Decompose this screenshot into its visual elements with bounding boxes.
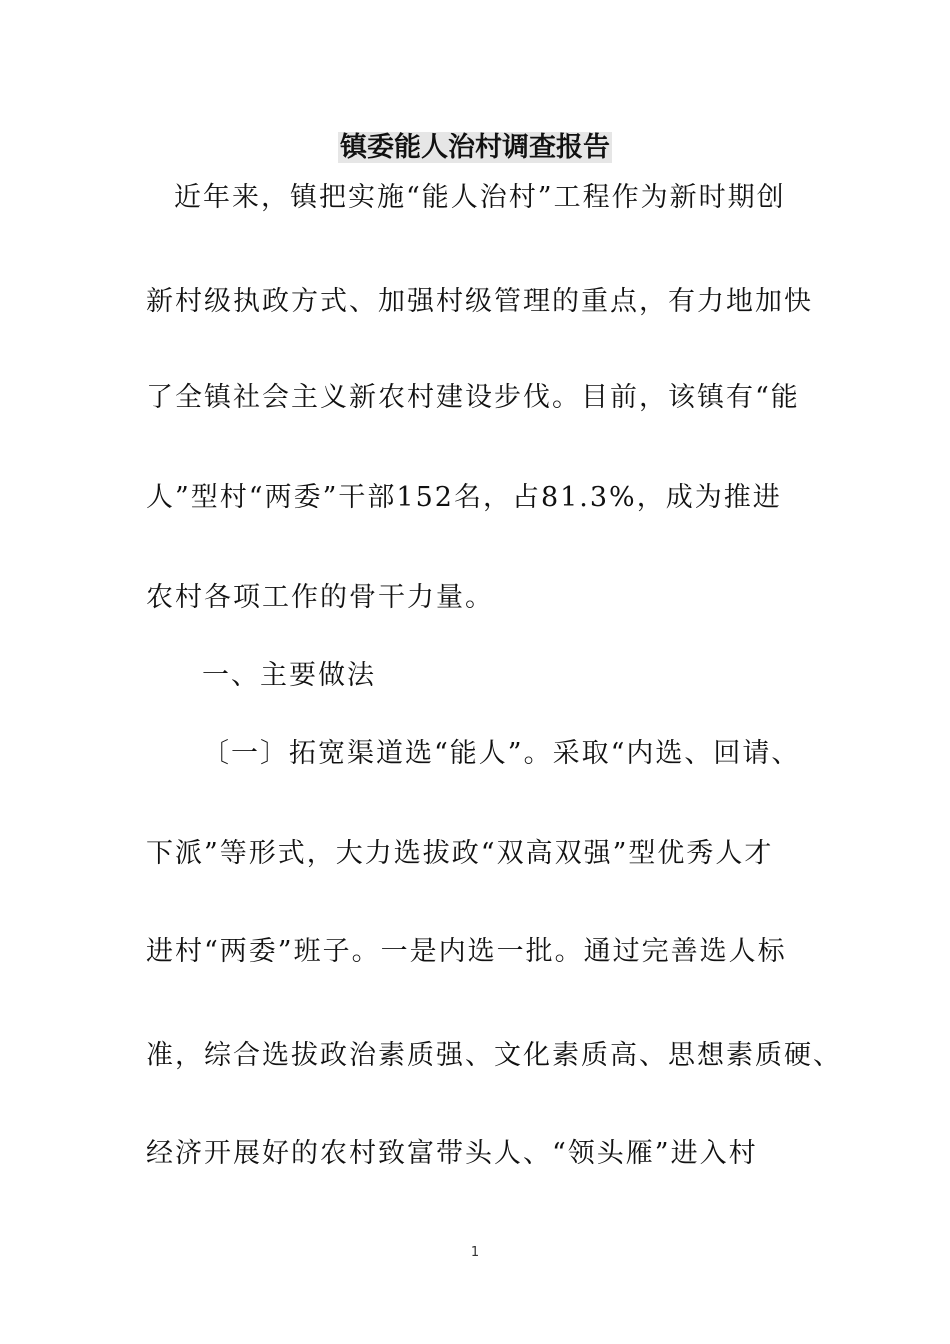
paragraph-line-6: 〔一〕拓宽渠道选“能人”。采取“内选、回请、 (202, 738, 801, 769)
document-title-text: 镇委能人治村调查报告 (340, 132, 610, 163)
paragraph-line-2: 新村级执政方式、加强村级管理的重点，有力地加快 (146, 286, 813, 317)
paragraph-line-4: 人”型村“两委”干部152名，占81.3%，成为推进 (146, 482, 782, 513)
document-title (0, 128, 950, 168)
paragraph-line-8: 进村“两委”班子。一是内选一批。通过完善选人标 (146, 936, 787, 967)
paragraph-line-5: 农村各项工作的骨干力量。 (146, 582, 494, 613)
paragraph-line-7: 下派”等形式，大力选拔政“双高双强”型优秀人才 (146, 838, 774, 869)
paragraph-line-9: 准，综合选拔政治素质强、文化素质高、思想素质硬、 (146, 1040, 842, 1071)
paragraph-line-1: 近年来，镇把实施“能人治村”工程作为新时期创 (174, 182, 786, 213)
paragraph-line-3: 了全镇社会主义新农村建设步伐。目前，该镇有“能 (146, 382, 800, 413)
page-number: 1 (470, 1245, 480, 1260)
section-heading: 一、主要做法 (202, 660, 376, 691)
paragraph-line-10: 经济开展好的农村致富带头人、“领头雁”进入村 (146, 1138, 758, 1169)
